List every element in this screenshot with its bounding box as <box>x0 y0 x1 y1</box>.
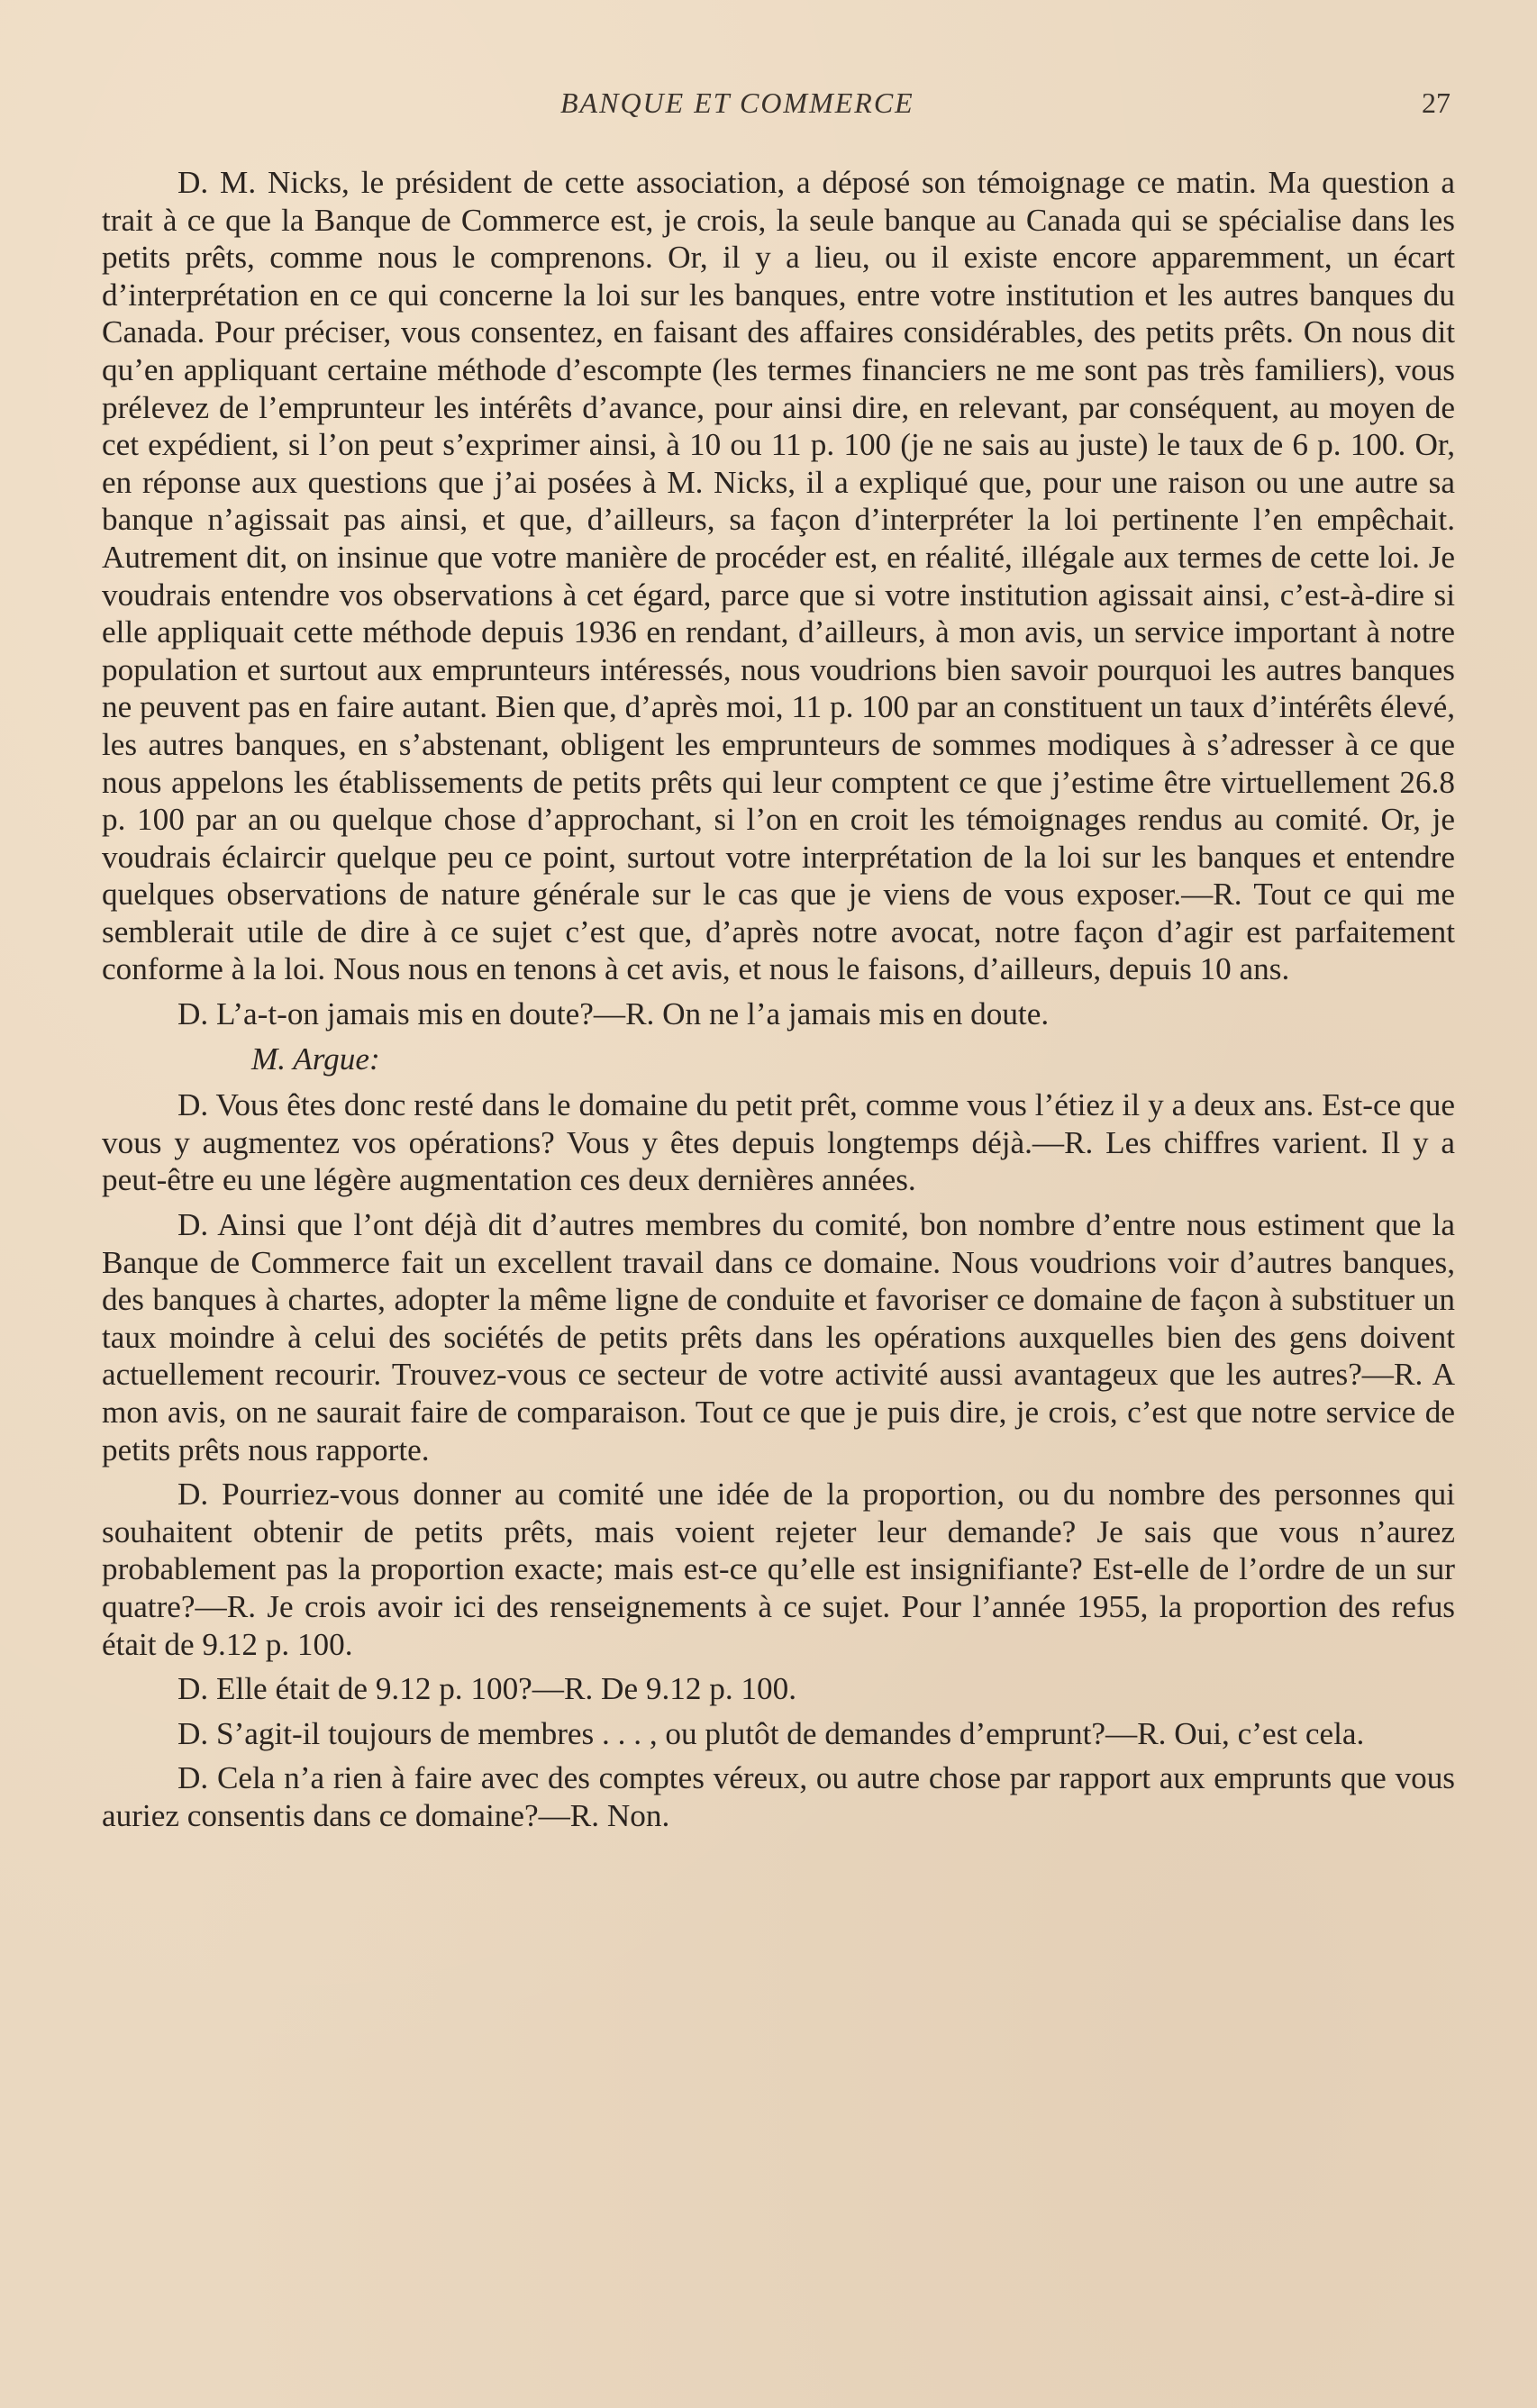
running-title: BANQUE ET COMMERCE <box>560 86 914 119</box>
page-number: 27 <box>1422 86 1451 119</box>
paragraph: D. Ainsi que l’ont déjà dit d’autres membres du comité, bon nombre d’entre nous estiment que la Banque de Commerce fait un excellent travail dans ce domaine. Nous voudrions voir d’autres banques, des banques à chartes, adopter la même ligne de conduite et favoriser ce domaine de façon à substituer un taux moindre à celui des sociétés de petits prêts dans les opérations auxquelles bien des gens doivent actuellement recourir. Trouvez-vous ce secteur de votre activité aussi avantageux que les autres?—R. A mon avis, on ne saurait faire de comparaison. Tout ce que je puis dire, je crois, c’est que notre service de petits prêts nous rapporte. <box>102 1207 1455 1468</box>
paragraph: D. L’a-t-on jamais mis en doute?—R. On ne l’a jamais mis en doute. <box>177 996 1050 1032</box>
paragraph: D. Vous êtes donc resté dans le domaine du petit prêt, comme vous l’étiez il y a deux ans. Est-ce que vous y augmentez vos opérations? Vous y êtes depuis longtemps déjà.—R. Les chiffres varient. Il y a peut-être eu une légère augmentation ces deux dernières années. <box>102 1087 1455 1198</box>
body-text <box>102 164 1455 1842</box>
paragraph: D. S’agit-il toujours de membres . . . , ou plutôt de demandes d’emprunt?—R. Oui, c’est cela. <box>177 1715 1365 1751</box>
speaker-label: M. Argue: <box>251 1040 380 1077</box>
paragraph: D. Pourriez-vous donner au comité une idée de la proportion, ou du nombre des personnes qui souhaitent obtenir de petits prêts, mais voient rejeter leur demande? Je sais que vous n’aurez probablement pas la proportion exacte; mais est-ce qu’elle est insignifiante? Est-elle de l’ordre de un sur quatre?—R. Je crois avoir ici des renseignements à ce sujet. Pour l’année 1955, la proportion des refus était de 9.12 p. 100. <box>102 1477 1455 1662</box>
paragraph: D. Cela n’a rien à faire avec des comptes véreux, ou autre chose par rapport aux emprunts que vous auriez consentis dans ce domaine?—R. Non. <box>102 1760 1455 1833</box>
paragraph: D. Elle était de 9.12 p. 100?—R. De 9.12 p. 100. <box>177 1671 797 1707</box>
paragraph: D. M. Nicks, le président de cette association, a déposé son témoignage ce matin. Ma question a trait à ce que la Banque de Commerce est, je crois, la seule banque au Canada qui se spécialise dans les petits prêts, comme nous le comprenons. Or, il y a lieu, ou il existe encore apparemment, un écart d’interprétation en ce qui concerne la loi sur les banques, entre votre institution et les autres banques du Canada. Pour préciser, vous consentez, en faisant des affaires considérables, des petits prêts. On nous dit qu’en appliquant certaine méthode d’escompte (les termes financiers ne me sont pas très familiers), vous prélevez de l’emprunteur les intérêts d’avance, pour ainsi dire, en relevant, par conséquent, au moyen de cet expédient, si l’on peut s’exprimer ainsi, à 10 ou 11 p. 100 (je ne sais au juste) le taux de 6 p. 100. Or, en réponse aux questions que j’ai posées à M. Nicks, il a expliqué que, pour une raison ou une autre sa banque n’agissait pas ainsi, et que, d’ailleurs, sa façon d’interpréter la loi pertinente l’en empêchait. Autrement dit, on insinue que votre manière de procéder est, en réalité, illégale aux termes de cette loi. Je voudrais entendre vos observations à cet égard, parce que si votre institution agissait ainsi, c’est-à-dire si elle appliquait cette méthode depuis 1936 en rendant, d’ailleurs, à mon avis, un service important à notre population et surtout aux emprunteurs intéressés, nous voudrions bien savoir pourquoi les autres banques ne peuvent pas en faire autant. Bien que, d’après moi, 11 p. 100 par an constituent un taux d’intérêts élevé, les autres banques, en s’abstenant, obligent les emprunteurs de sommes modiques à s’adresser à ce que nous appelons les établissements de petits prêts qui leur comptent ce que j’estime être virtuellement 26.8 p. 100 par an ou quelque chose d’approchant, si l’on en croit les témoignages rendus au comité. Or, je voudrais éclaircir quelque peu ce point, surtout votre interprétation de la loi sur les banques et entendre quelques observations de nature générale sur le cas que je viens de vous exposer.—R. Tout ce qui me semblerait utile de dire à ce sujet c’est que, d’après notre avocat, notre façon d’agir est parfaitement conforme à la loi. Nous nous en tenons à cet avis, et nous le faisons, d’ailleurs, depuis 10 ans. <box>102 165 1455 987</box>
